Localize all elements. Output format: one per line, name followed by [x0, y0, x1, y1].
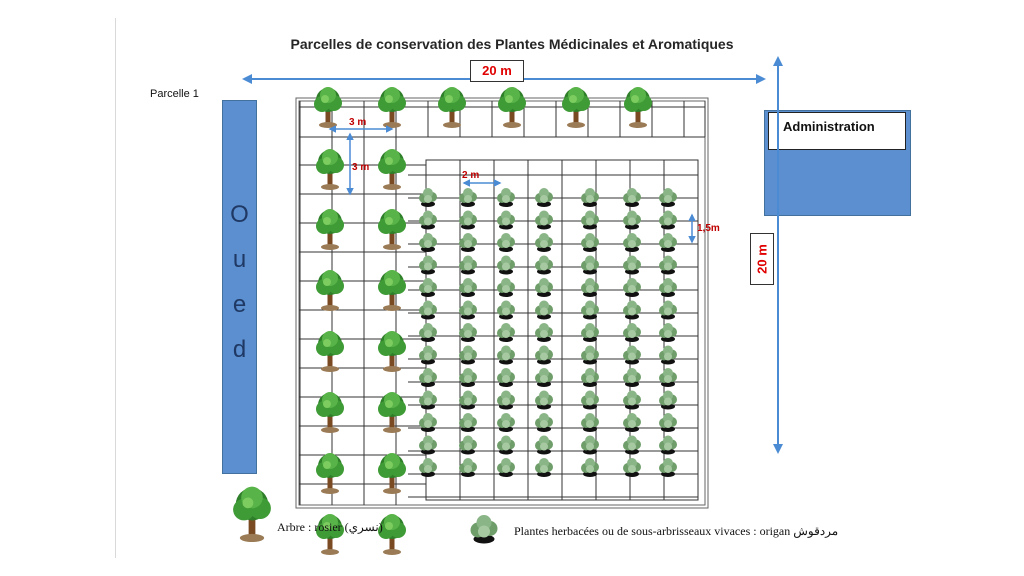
herb-icon: [535, 301, 553, 320]
herb-icon: [497, 256, 515, 275]
tree-icon: [378, 453, 406, 494]
herb-icon: [459, 458, 477, 477]
herb-icon: [497, 188, 515, 207]
herb-icon: [497, 301, 515, 320]
herb-icon: [623, 301, 641, 320]
tree-icon: [378, 149, 406, 190]
herb-icon: [659, 301, 677, 320]
tree-icon: [316, 149, 344, 190]
herb-icon: [459, 413, 477, 432]
tree-plants: [314, 87, 652, 555]
herb-icon: [497, 211, 515, 230]
herb-plants: [419, 188, 677, 477]
herb-icon: [419, 346, 437, 365]
herb-spacing-v-label: 1,5m: [697, 223, 720, 234]
herb-icon: [419, 233, 437, 252]
tree-icon: [316, 270, 344, 311]
herb-icon: [419, 301, 437, 320]
river-letter: d: [232, 336, 247, 363]
legend-tree-icon: [233, 487, 271, 542]
herb-icon: [459, 301, 477, 320]
herb-icon: [623, 256, 641, 275]
herb-grid: [408, 160, 698, 500]
herb-icon: [497, 458, 515, 477]
legend-herb-label: Plantes herbacées ou de sous-arbrisseaux vivaces : origan مردقوش: [514, 524, 839, 538]
herb-icon: [497, 233, 515, 252]
herb-icon: [535, 188, 553, 207]
tree-icon: [438, 87, 466, 128]
herb-icon: [459, 188, 477, 207]
herb-spacing-h-label: 2 m: [462, 170, 480, 181]
river-letter: O: [230, 201, 249, 228]
tree-icon: [378, 270, 406, 311]
tree-icon: [378, 87, 406, 128]
tree-spacing-h-label: 3 m: [349, 117, 367, 128]
herb-icon: [419, 436, 437, 455]
herb-icon: [459, 233, 477, 252]
herb-icon: [659, 188, 677, 207]
tree-icon: [316, 453, 344, 494]
herb-icon: [419, 188, 437, 207]
herb-icon: [535, 413, 553, 432]
tree-icon: [314, 87, 342, 128]
herb-icon: [535, 256, 553, 275]
herb-icon: [659, 458, 677, 477]
river-letter: u: [232, 246, 247, 273]
herb-icon: [419, 323, 437, 342]
herb-icon: [497, 278, 515, 297]
tree-icon: [316, 331, 344, 372]
herb-icon: [419, 413, 437, 432]
herb-icon: [659, 278, 677, 297]
herb-icon: [623, 188, 641, 207]
herb-icon: [497, 323, 515, 342]
herb-icon: [535, 278, 553, 297]
herb-icon: [659, 391, 677, 410]
herb-icon: [659, 368, 677, 387]
width-dimension-label: 20 m: [470, 60, 524, 82]
legend-tree-label: Arbre : rosier (نسري): [277, 520, 383, 534]
herb-icon: [659, 346, 677, 365]
tree-icon: [378, 392, 406, 433]
herb-icon: [459, 278, 477, 297]
herb-icon: [419, 256, 437, 275]
herb-icon: [623, 278, 641, 297]
administration-label: Administration: [768, 112, 906, 150]
herb-icon: [623, 436, 641, 455]
herb-icon: [419, 391, 437, 410]
herb-icon: [659, 413, 677, 432]
herb-icon: [459, 368, 477, 387]
herb-icon: [459, 436, 477, 455]
herb-icon: [623, 368, 641, 387]
tree-icon: [378, 209, 406, 250]
herb-icon: [419, 458, 437, 477]
herb-icon: [459, 256, 477, 275]
herb-icon: [659, 211, 677, 230]
tree-spacing-v-label: 3 m: [352, 162, 370, 173]
herb-icon: [535, 391, 553, 410]
herb-icon: [459, 346, 477, 365]
herb-icon: [659, 233, 677, 252]
parcel-label: Parcelle 1: [150, 88, 199, 100]
tree-icon: [316, 392, 344, 433]
herb-icon: [535, 211, 553, 230]
tree-icon: [624, 87, 652, 128]
herb-icon: [535, 368, 553, 387]
herb-icon: [623, 413, 641, 432]
herb-icon: [419, 368, 437, 387]
herb-icon: [623, 391, 641, 410]
herb-icon: [535, 436, 553, 455]
page-title: Parcelles de conservation des Plantes Médicinales et Aromatiques: [290, 36, 734, 52]
tree-icon: [562, 87, 590, 128]
herb-icon: [459, 323, 477, 342]
height-dimension-text: 20 m: [754, 244, 770, 274]
river-letter: e: [232, 291, 247, 318]
herb-icon: [497, 346, 515, 365]
herb-icon: [497, 436, 515, 455]
herb-icon: [535, 233, 553, 252]
herb-icon: [497, 413, 515, 432]
herb-icon: [623, 233, 641, 252]
herb-icon: [623, 211, 641, 230]
herb-icon: [535, 323, 553, 342]
herb-icon: [459, 391, 477, 410]
herb-icon: [623, 458, 641, 477]
height-dimension-label: [750, 233, 774, 285]
herb-icon: [623, 346, 641, 365]
herb-icon: [497, 368, 515, 387]
herb-icon: [497, 391, 515, 410]
herb-icon: [659, 436, 677, 455]
legend-herb-icon: [471, 515, 498, 544]
tree-icon: [498, 87, 526, 128]
herb-icon: [419, 211, 437, 230]
herb-icon: [535, 346, 553, 365]
tree-icon: [316, 209, 344, 250]
herb-icon: [659, 323, 677, 342]
herb-icon: [623, 323, 641, 342]
herb-icon: [459, 211, 477, 230]
tree-icon: [378, 331, 406, 372]
herb-icon: [535, 458, 553, 477]
herb-icon: [659, 256, 677, 275]
